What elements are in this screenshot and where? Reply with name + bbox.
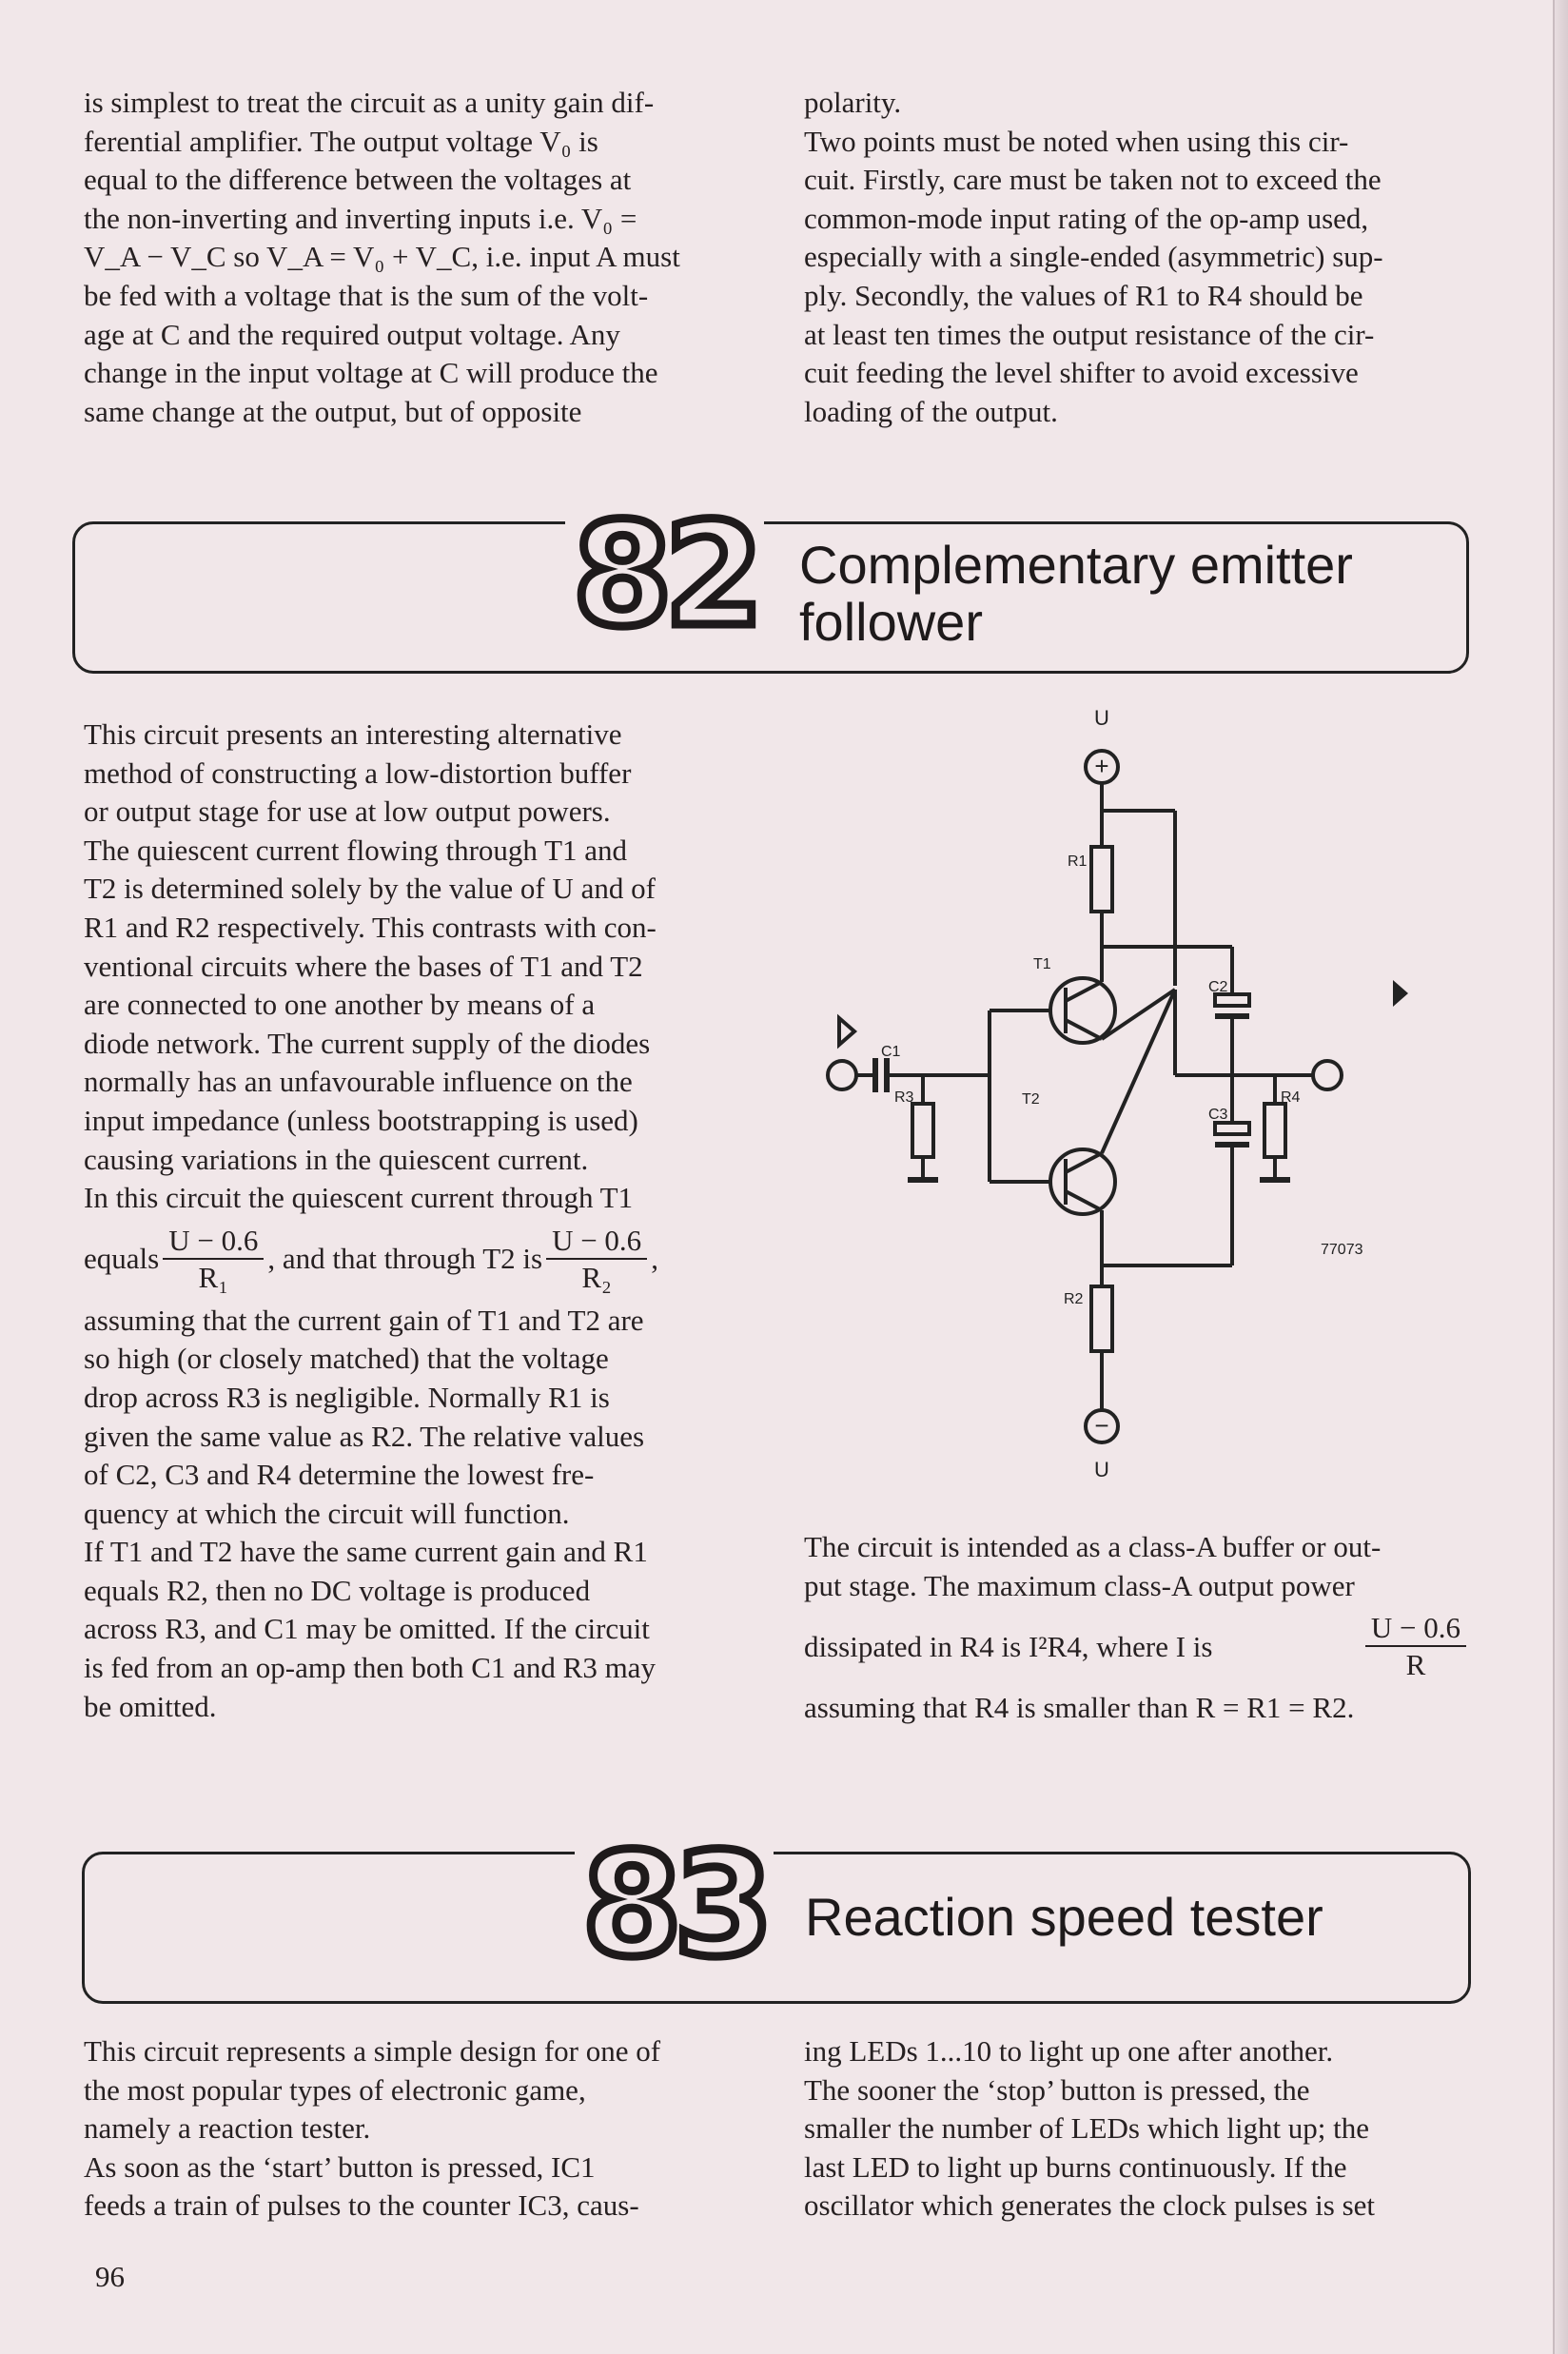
text-line: loading of the output.: [804, 394, 1058, 428]
fraction-t1: [163, 1224, 264, 1296]
text-line: ferential amplifier. The output voltage V₀ is: [84, 124, 598, 158]
text-line: T2 is determined solely by the value of U and of: [84, 872, 656, 906]
label-t1: T1: [1033, 956, 1051, 972]
quiescent-current-equation: [84, 1218, 744, 1302]
resistor-r1: [1091, 847, 1112, 912]
text-line: quency at which the circuit will function.: [84, 1496, 570, 1530]
section-82-right-column: [804, 1528, 1470, 1728]
text-line: be fed with a voltage that is the sum of the volt-: [84, 278, 649, 312]
text-line: is fed from an op-amp then both C1 and R3 may: [84, 1651, 656, 1685]
top-left-column: [84, 84, 744, 431]
transistor-t2: [1050, 1149, 1115, 1214]
equation-mid-text: , and that through T2 is: [267, 1242, 543, 1276]
capacitor-c2: [1215, 994, 1249, 1006]
text-line: or output stage for use at low output powers.: [84, 794, 611, 829]
label-c1: C1: [881, 1044, 901, 1060]
text-line: smaller the number of LEDs which light up; the: [804, 2111, 1370, 2146]
text-line: are connected to one another by means of a: [84, 988, 596, 1022]
fraction-numerator: U − 0.6: [1365, 1611, 1466, 1647]
output-current-equation: [804, 1605, 1470, 1689]
text-line: drop across R3 is negligible. Normally R1 is: [84, 1380, 610, 1414]
text-line: change in the input voltage at C will produce the: [84, 356, 658, 390]
text-line: namely a reaction tester.: [84, 2111, 371, 2146]
text-line: is simplest to treat the circuit as a unity gain dif-: [84, 86, 655, 119]
text-line: common-mode input rating of the op-amp used,: [804, 201, 1369, 235]
label-r4: R4: [1281, 1089, 1301, 1106]
title-line: follower: [799, 592, 983, 652]
page-number: 96: [95, 2260, 125, 2293]
text-line: age at C and the required output voltage. Any: [84, 317, 620, 351]
text-line: especially with a single-ended (asymmetric) sup-: [804, 240, 1383, 274]
text-line: of C2, C3 and R4 determine the lowest fre-: [84, 1458, 595, 1492]
text-line: put stage. The maximum class-A output power: [804, 1568, 1355, 1602]
fraction-numerator: U − 0.6: [163, 1224, 264, 1260]
text-line: same change at the output, but of opposite: [84, 394, 582, 428]
text-line: assuming that R4 is smaller than R = R1 = R2.: [804, 1691, 1355, 1725]
text-line: assuming that the current gain of T1 and T2 are: [84, 1303, 644, 1337]
text-line: oscillator which generates the clock pulses is set: [804, 2188, 1376, 2223]
text-line: normally has an unfavourable influence on the: [84, 1065, 633, 1099]
fraction-numerator: U − 0.6: [546, 1224, 647, 1260]
text-line: As soon as the ‘start’ button is pressed, IC1: [84, 2149, 596, 2184]
text-line: the most popular types of electronic game,: [84, 2072, 586, 2107]
resistor-r2: [1091, 1286, 1112, 1351]
text-line: equals R2, then no DC voltage is produced: [84, 1573, 591, 1607]
figure-code: 77073: [1321, 1242, 1363, 1258]
text-line: If T1 and T2 have the same current gain and R1: [84, 1535, 648, 1569]
text-line: R1 and R2 respectively. This contrasts with con-: [84, 910, 657, 944]
text-line: last LED to light up burns continuously. If the: [804, 2149, 1347, 2184]
equation-text: dissipated in R4 is I²R4, where I is: [804, 1629, 1213, 1663]
text-line: This circuit represents a simple design for one of: [84, 2034, 661, 2068]
text-line: cuit feeding the level shifter to avoid excessive: [804, 356, 1359, 390]
text-line: The sooner the ‘stop’ button is pressed, the: [804, 2072, 1310, 2107]
label-r1: R1: [1068, 853, 1088, 870]
complementary-emitter-follower-schematic: [799, 704, 1484, 1494]
text-line: This circuit presents an interesting alternative: [84, 717, 622, 751]
section-82-title: [799, 537, 1353, 651]
text-line: causing variations in the quiescent current.: [84, 1142, 589, 1176]
output-arrow-icon: [1393, 980, 1408, 1007]
text-line: feeds a train of pulses to the counter IC3, caus-: [84, 2188, 639, 2223]
section-83-title: Reaction speed tester: [805, 1887, 1323, 1947]
label-r3: R3: [894, 1089, 914, 1106]
resistor-r4: [1264, 1104, 1285, 1157]
text-line: ing LEDs 1...10 to light up one after another.: [804, 2034, 1334, 2068]
section-83-left-column: [84, 2032, 744, 2226]
label-r2: R2: [1064, 1291, 1084, 1307]
text-line: equal to the difference between the voltages at: [84, 163, 632, 197]
text-line: method of constructing a low-distortion buffer: [84, 755, 632, 790]
equals-word: equals: [84, 1242, 160, 1276]
label-u-bottom: U: [1094, 1458, 1109, 1481]
transistor-t1: [1050, 978, 1115, 1043]
minus-sign: −: [1094, 1411, 1109, 1440]
label-c2: C2: [1208, 979, 1228, 995]
section-82-number: 82: [565, 504, 764, 647]
fraction-t2: [546, 1224, 647, 1296]
page-edge: [1553, 0, 1568, 2354]
title-line: Complementary emitter: [799, 535, 1353, 595]
plus-sign: +: [1094, 752, 1109, 780]
text-line: In this circuit the quiescent current through T1: [84, 1181, 634, 1215]
fraction-output-current: [1365, 1611, 1466, 1683]
text-line: be omitted.: [84, 1689, 217, 1723]
section-83-number: 83: [575, 1834, 774, 1977]
section-83-right-column: [804, 2032, 1464, 2226]
text-line: so high (or closely matched) that the voltage: [84, 1342, 609, 1376]
text-line: The circuit is intended as a class-A buffer or out-: [804, 1530, 1382, 1563]
input-terminal: [828, 1061, 856, 1089]
label-u-top: U: [1094, 706, 1109, 730]
text-line: cuit. Firstly, care must be taken not to exceed the: [804, 163, 1382, 197]
text-line: V_A − V_C so V_A = V₀ + V_C, i.e. input A must: [84, 240, 680, 274]
text-line: ply. Secondly, the values of R1 to R4 should be: [804, 278, 1363, 312]
resistor-r3: [912, 1104, 933, 1157]
text-line: polarity.: [804, 86, 902, 119]
top-right-column: [804, 84, 1464, 431]
label-t2: T2: [1022, 1091, 1040, 1108]
text-line: diode network. The current supply of the diodes: [84, 1026, 651, 1060]
input-arrow-icon: [839, 1018, 854, 1045]
fraction-denominator: R₁: [198, 1260, 228, 1294]
section-82-left-column: [84, 716, 744, 1726]
text-line: across R3, and C1 may be omitted. If the circuit: [84, 1612, 650, 1646]
text-line: at least ten times the output resistance of the cir-: [804, 317, 1375, 351]
label-c3: C3: [1208, 1107, 1228, 1123]
text-line: the non-inverting and inverting inputs i.e. V₀ =: [84, 201, 637, 235]
text-line: The quiescent current flowing through T1 and: [84, 833, 628, 867]
fraction-denominator: R: [1405, 1648, 1426, 1682]
equation-comma: ,: [651, 1242, 658, 1276]
text-line: ventional circuits where the bases of T1 and T2: [84, 949, 643, 983]
text-line: Two points must be noted when using this cir-: [804, 124, 1349, 158]
fraction-denominator: R₂: [581, 1260, 612, 1294]
text-line: input impedance (unless bootstrapping is used): [84, 1103, 638, 1137]
capacitor-c3: [1215, 1123, 1249, 1134]
output-terminal: [1313, 1061, 1342, 1089]
text-line: given the same value as R2. The relative values: [84, 1419, 645, 1453]
